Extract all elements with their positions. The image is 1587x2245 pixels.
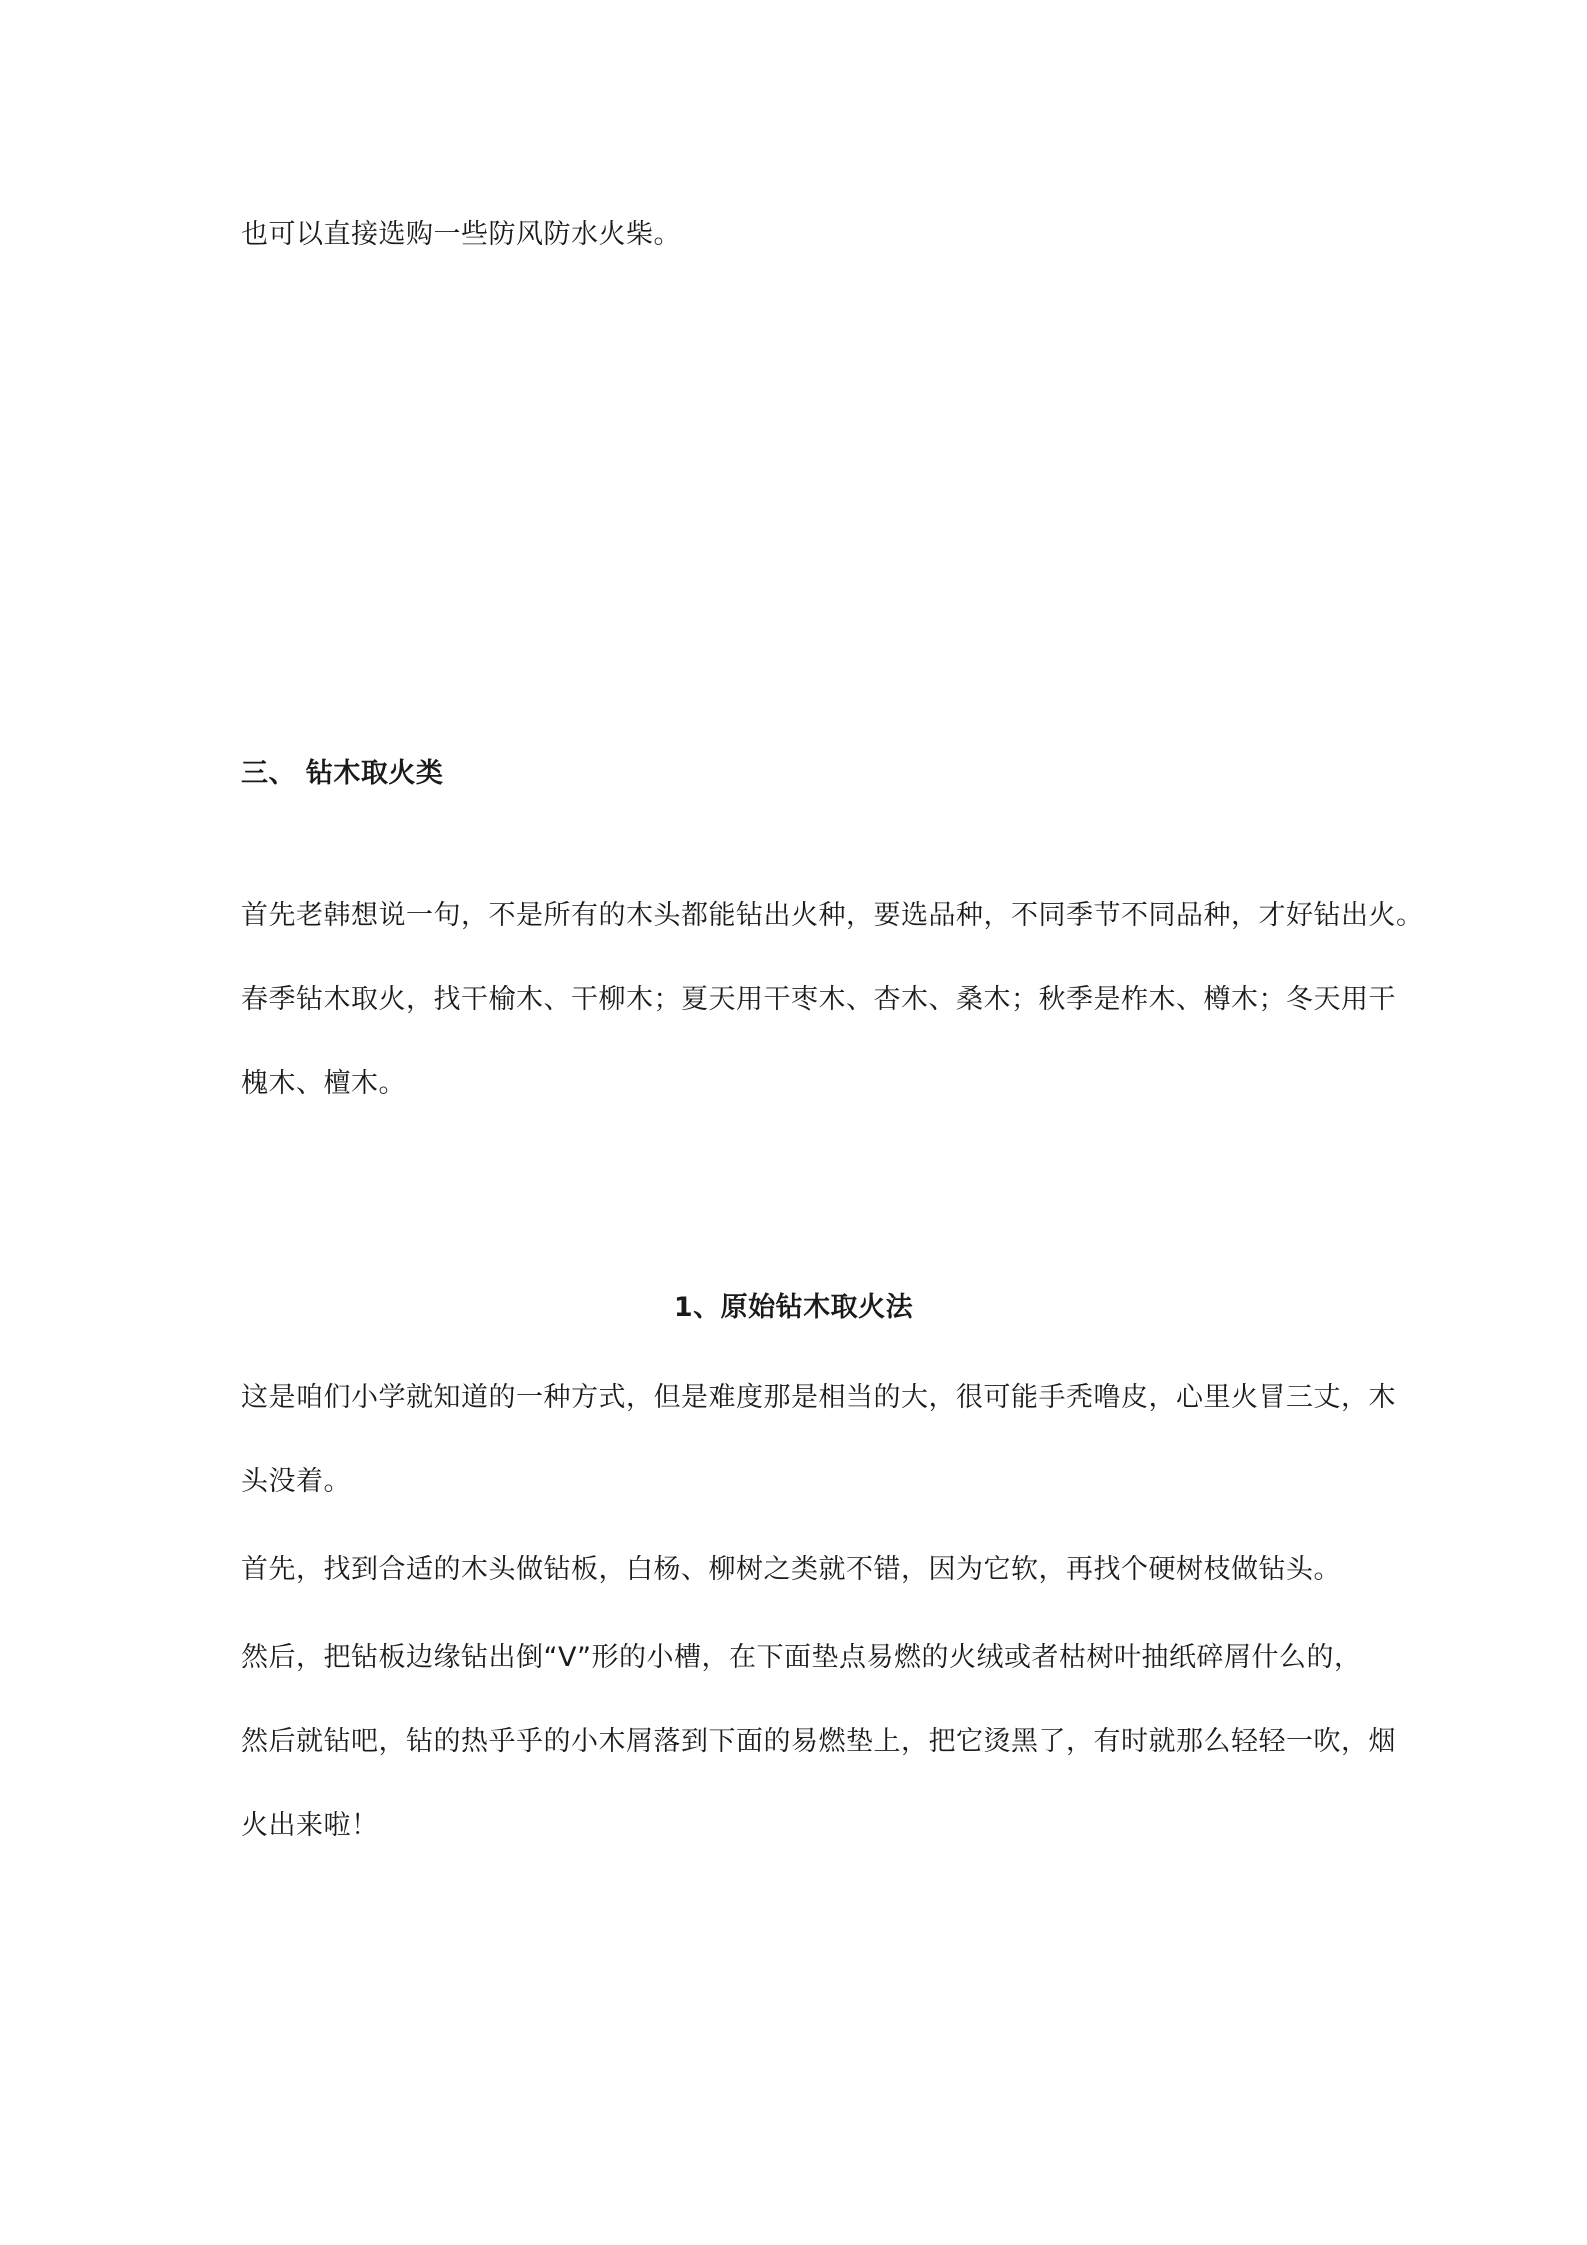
paragraph-line: 首先，找到合适的木头做钻板，白杨、柳树之类就不错，因为它软，再找个硬树枝做钻头。 xyxy=(241,1554,1341,1585)
paragraph-line: 首先老韩想说一句，不是所有的木头都能钻出火种，要选品种，不同季节不同品种，才好钻出火。 xyxy=(241,900,1424,931)
paragraph-line: 这是咱们小学就知道的一种方式，但是难度那是相当的大，很可能手秃噜皮，心里火冒三丈，木 xyxy=(241,1382,1396,1413)
paragraph-line: 槐木、檀木。 xyxy=(241,1068,406,1099)
paragraph-line: 然后，把钻板边缘钻出倒“V”形的小槽，在下面垫点易燃的火绒或者枯树叶抽纸碎屑什么的， xyxy=(241,1642,1362,1673)
paragraph-line: 头没着。 xyxy=(241,1466,351,1497)
intro-paragraph: 也可以直接选购一些防风防水火柴。 xyxy=(241,219,681,250)
section-heading: 三、 钻木取火类 xyxy=(241,758,444,789)
subsection-heading: 1、原始钻木取火法 xyxy=(673,1292,914,1323)
paragraph-line: 然后就钻吧，钻的热乎乎的小木屑落到下面的易燃垫上，把它烫黑了，有时就那么轻轻一吹，烟 xyxy=(241,1726,1396,1757)
paragraph-line: 春季钻木取火，找干榆木、干柳木；夏天用干枣木、杏木、桑木；秋季是柞木、樽木；冬天用干 xyxy=(241,984,1396,1015)
paragraph-line: 火出来啦！ xyxy=(241,1810,379,1841)
